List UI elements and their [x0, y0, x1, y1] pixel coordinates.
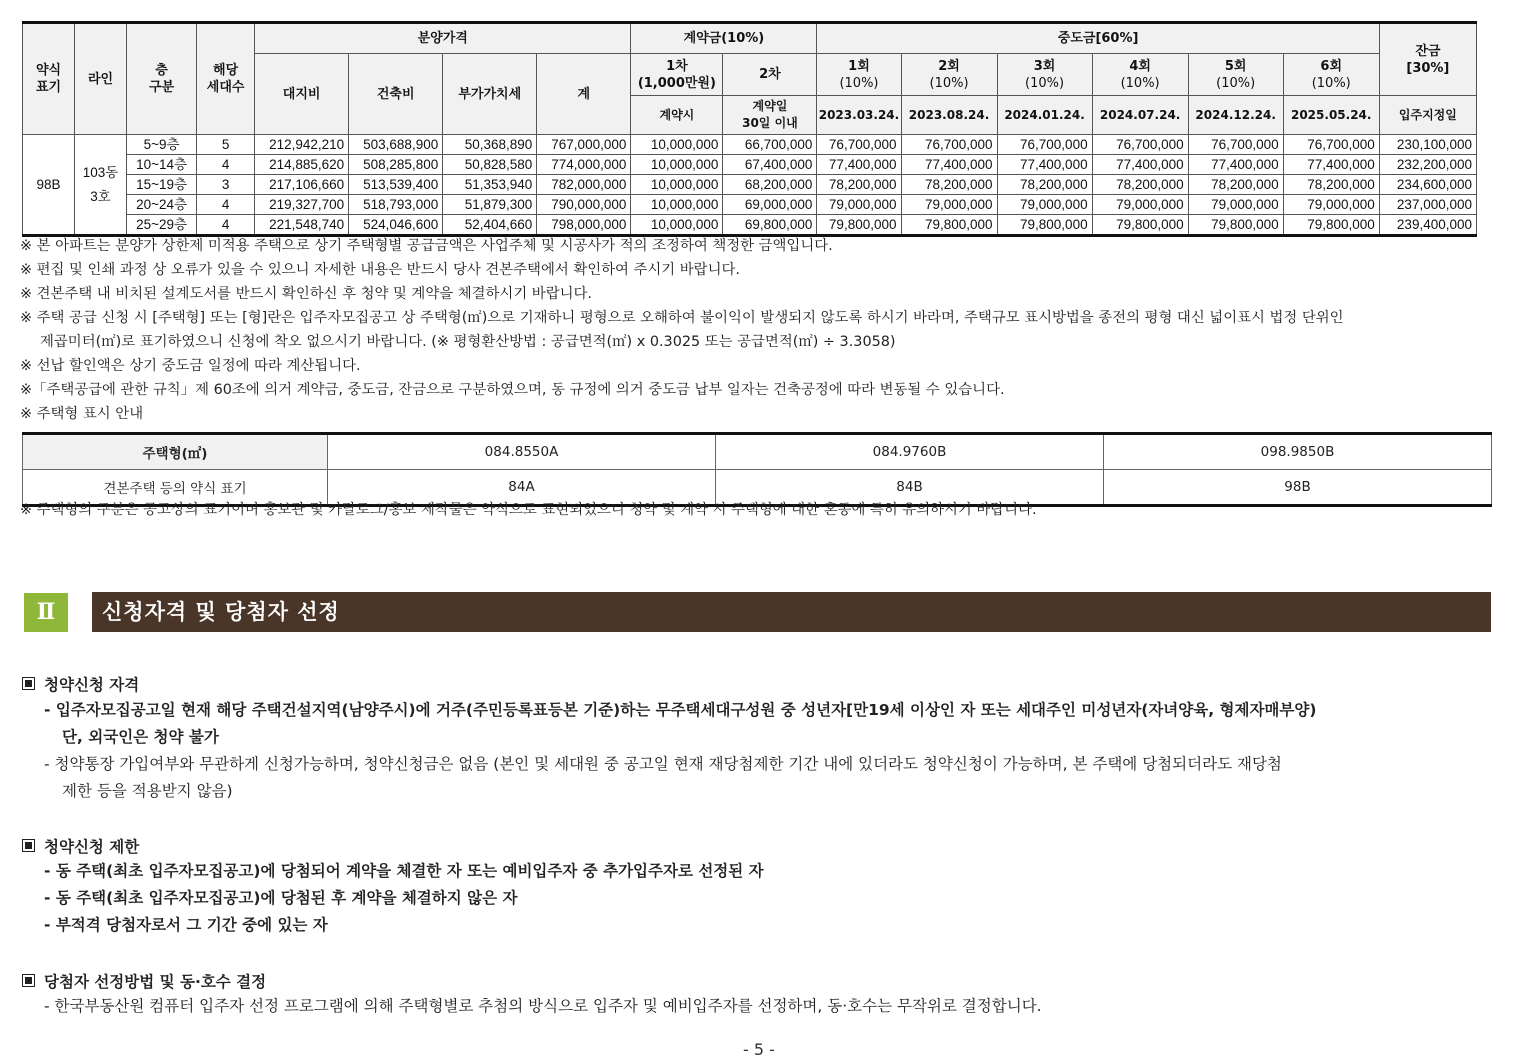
units-cell: 5 [197, 135, 255, 155]
dep2-cell: 68,200,000 [723, 175, 817, 195]
note: ※ 주택 공급 신청 시 [주택형] 또는 [형]란은 입주자모집공고 상 주택형(㎡)으로 기재하니 평형으로 오해하여 불이익이 발생되지 않도록 하시기 바라며, 주택규모 표시방법을 종전의 평형 대신 넓이표시 법정 단위인 [20, 310, 1344, 326]
m3-cell: 77,400,000 [997, 155, 1092, 175]
type-cell: 98B [23, 135, 75, 236]
vat-cell: 51,353,940 [443, 175, 537, 195]
m2-label: 2회 [938, 58, 960, 74]
note: ※ 선납 할인액은 상기 중도금 일정에 따라 계산됩니다. [20, 358, 361, 374]
m6-cell: 77,400,000 [1283, 155, 1379, 175]
m6-cell: 78,200,000 [1283, 175, 1379, 195]
table-row [23, 434, 1492, 470]
header-units: 해당 세대수 [197, 23, 255, 135]
note: ※ 본 아파트는 분양가 상한제 미적용 주택으로 상기 주택형별 공급금액은 사업주체 및 시공사가 적의 조정하여 책정한 금액입니다. [20, 238, 833, 254]
header-dep2-when: 계약일 30일 이내 [723, 96, 817, 135]
m5-cell: 78,200,000 [1188, 175, 1283, 195]
type-cell: 084.9760B [716, 434, 1104, 470]
header-floor: 층 구분 [127, 23, 197, 135]
m4-cell: 77,400,000 [1092, 155, 1188, 175]
selection-item [44, 993, 1494, 1020]
total-cell: 790,000,000 [537, 195, 631, 215]
note: ※ 주택형 표시 안내 [20, 406, 144, 422]
header-dep1: 1차 (1,000만원) [631, 54, 723, 96]
m4-cell: 78,200,000 [1092, 175, 1188, 195]
total-cell: 774,000,000 [537, 155, 631, 175]
square-bullet-icon [22, 974, 35, 987]
building-cell: 503,688,900 [349, 135, 443, 155]
m2-cell: 76,700,000 [901, 135, 997, 155]
restriction-heading [22, 835, 139, 857]
m5-label: 5회 [1224, 58, 1247, 74]
list-item: - 동 주택(최초 입주자모집공고)에 당첨된 후 계약을 체결하지 않은 자 [44, 889, 518, 907]
item-line: - 입주자모집공고일 현재 해당 주택건설지역(남양주시)에 거주(주민등록표등본 기준)하는 무주택세대구성원 중 성년자[만19세 이상인 자 또는 세대주인 미성년자(자녀양육, 형제자매부양) [44, 701, 1317, 719]
dep2-cell: 69,800,000 [723, 215, 817, 236]
list-item: - 동 주택(최초 입주자모집공고)에 당첨되어 계약을 체결한 자 또는 예비입주자 중 추가입주자로 선정된 자 [44, 862, 764, 880]
m1-cell: 78,200,000 [817, 175, 901, 195]
item-line: 단, 외국인은 청약 불가 [62, 728, 219, 746]
total-cell: 798,000,000 [537, 215, 631, 236]
dep1-cell: 10,000,000 [631, 175, 723, 195]
restriction-list [44, 858, 1494, 939]
header-d5: 2024.12.24. [1188, 96, 1283, 135]
note: 제곱미터(㎡)로 표기하였으니 신청에 착오 없으시기 바랍니다. (※ 평형환산방법 : 공급면적(㎡) x 0.3025 또는 공급면적(㎡) ÷ 3.3058) [40, 334, 896, 350]
header-dep2: 2차 [723, 54, 817, 96]
dep1-cell: 10,000,000 [631, 135, 723, 155]
units-cell: 4 [197, 215, 255, 236]
header-line: 라인 [75, 23, 127, 135]
table-row [23, 155, 1477, 175]
vat-cell: 52,404,660 [443, 215, 537, 236]
balance-cell: 230,100,000 [1379, 135, 1476, 155]
total-cell: 767,000,000 [537, 135, 631, 155]
m4-cell: 79,800,000 [1092, 215, 1188, 236]
building-cell: 518,793,000 [349, 195, 443, 215]
header-vat: 부가가치세 [443, 54, 537, 135]
vat-cell: 50,828,580 [443, 155, 537, 175]
note: ※「주택공급에 관한 규칙」제 60조에 의거 계약금, 중도금, 잔금으로 구분하였으며, 동 규정에 의거 중도금 납부 일자는 건축공정에 따라 변동될 수 있습니다. [20, 382, 1005, 398]
header-m4 [1092, 54, 1188, 96]
land-cell: 214,885,620 [255, 155, 349, 175]
qualification-heading [22, 673, 139, 695]
header-sale-price: 분양가격 [255, 23, 631, 54]
price-notes [20, 234, 1495, 426]
m3-cell: 79,000,000 [997, 195, 1092, 215]
land-cell: 212,942,210 [255, 135, 349, 155]
vat-cell: 50,368,890 [443, 135, 537, 155]
header-building: 건축비 [349, 54, 443, 135]
heading-text: 당첨자 선정방법 및 동·호수 결정 [44, 973, 267, 991]
header-balance: 잔금 [30%] [1379, 23, 1476, 96]
m4-cell: 79,000,000 [1092, 195, 1188, 215]
balance-cell: 232,200,000 [1379, 155, 1476, 175]
land-cell: 217,106,660 [255, 175, 349, 195]
list-item: - 부적격 당첨자로서 그 기간 중에 있는 자 [44, 916, 328, 934]
m2-pct: (10%) [929, 75, 969, 91]
building-cell: 508,285,800 [349, 155, 443, 175]
section-number: Ⅱ [24, 593, 68, 632]
heading-text: 청약신청 자격 [44, 676, 140, 694]
header-m1 [817, 54, 901, 96]
m5-pct: (10%) [1216, 75, 1256, 91]
m4-cell: 76,700,000 [1092, 135, 1188, 155]
m3-cell: 79,800,000 [997, 215, 1092, 236]
header-dep1-when: 계약시 [631, 96, 723, 135]
header-d6: 2025.05.24. [1283, 96, 1379, 135]
type-row-label: 주택형(㎡) [23, 434, 328, 470]
line-cell: 103동 3호 [75, 135, 127, 236]
header-m5 [1188, 54, 1283, 96]
header-d3: 2024.01.24. [997, 96, 1092, 135]
balance-cell: 234,600,000 [1379, 175, 1476, 195]
balance-cell: 237,000,000 [1379, 195, 1476, 215]
m2-cell: 77,400,000 [901, 155, 997, 175]
header-d1: 2023.03.24. [817, 96, 901, 135]
m3-pct: (10%) [1025, 75, 1065, 91]
land-cell: 221,548,740 [255, 215, 349, 236]
building-cell: 513,539,400 [349, 175, 443, 195]
m1-cell: 79,800,000 [817, 215, 901, 236]
m3-cell: 76,700,000 [997, 135, 1092, 155]
header-m2 [901, 54, 997, 96]
table-row [23, 175, 1477, 195]
m6-label: 6회 [1320, 58, 1343, 74]
m5-cell: 76,700,000 [1188, 135, 1283, 155]
note: ※ 견본주택 내 비치된 설계도서를 반드시 확인하신 후 청약 및 계약을 체결하시기 바랍니다. [20, 286, 592, 302]
header-balance-when: 입주지정일 [1379, 96, 1476, 135]
dep2-cell: 67,400,000 [723, 155, 817, 175]
m3-label: 3회 [1033, 58, 1056, 74]
heading-text: 청약신청 제한 [44, 838, 140, 856]
total-cell: 782,000,000 [537, 175, 631, 195]
selection-heading [22, 970, 266, 992]
header-m6 [1283, 54, 1379, 96]
square-bullet-icon [22, 839, 35, 852]
abbr-cell: 98B [1104, 470, 1492, 506]
m1-pct: (10%) [839, 75, 879, 91]
note: ※ 주택형의 구분은 공고상의 표기이며 홍보관 및 카달로그/홍보 제작물은 약식으로 표현되었으니 청약 및 계약 시 주택형에 대한 혼동에 특히 유의하시기 바랍니다. [20, 502, 1037, 518]
type-note [20, 498, 1495, 522]
m5-cell: 77,400,000 [1188, 155, 1283, 175]
m2-cell: 78,200,000 [901, 175, 997, 195]
dep1-cell: 10,000,000 [631, 155, 723, 175]
m3-cell: 78,200,000 [997, 175, 1092, 195]
dep1-cell: 10,000,000 [631, 215, 723, 236]
table-row [23, 215, 1477, 236]
m1-label: 1회 [848, 58, 870, 74]
header-m3 [997, 54, 1092, 96]
table-row [23, 135, 1477, 155]
abbr-row-label: 견본주택 등의 약식 표기 [23, 470, 328, 506]
page-number: - 5 - [743, 1040, 775, 1059]
header-deposit: 계약금(10%) [631, 23, 817, 54]
square-bullet-icon [22, 677, 35, 690]
m1-cell: 77,400,000 [817, 155, 901, 175]
land-cell: 219,327,700 [255, 195, 349, 215]
units-cell: 4 [197, 155, 255, 175]
building-cell: 524,046,600 [349, 215, 443, 236]
floor-cell: 20~24층 [127, 195, 197, 215]
dep1-cell: 10,000,000 [631, 195, 723, 215]
vat-cell: 51,879,300 [443, 195, 537, 215]
header-total: 계 [537, 54, 631, 135]
abbr-cell: 84B [716, 470, 1104, 506]
dep2-cell: 66,700,000 [723, 135, 817, 155]
header-d2: 2023.08.24. [901, 96, 997, 135]
m5-cell: 79,000,000 [1188, 195, 1283, 215]
m1-cell: 79,000,000 [817, 195, 901, 215]
item-line: - 청약통장 가입여부와 무관하게 신청가능하며, 청약신청금은 없음 (본인 및 세대원 중 공고일 현재 재당첨제한 기간 내에 있더라도 청약신청이 가능하며, 본 주택에 당첨되더라도 재당첨 [44, 755, 1282, 773]
m2-cell: 79,000,000 [901, 195, 997, 215]
price-table [22, 21, 1477, 237]
type-cell: 098.9850B [1104, 434, 1492, 470]
m6-pct: (10%) [1311, 75, 1351, 91]
section-title: 신청자격 및 당첨자 선정 [92, 592, 1491, 632]
m6-cell: 79,800,000 [1283, 215, 1379, 236]
units-cell: 3 [197, 175, 255, 195]
item-line: - 한국부동산원 컴퓨터 입주자 선정 프로그램에 의해 주택형별로 추첨의 방식으로 입주자 및 예비입주자를 선정하며, 동·호수는 무작위로 결정합니다. [44, 997, 1042, 1015]
floor-cell: 25~29층 [127, 215, 197, 236]
header-d4: 2024.07.24. [1092, 96, 1188, 135]
floor-cell: 5~9층 [127, 135, 197, 155]
house-type-table [22, 432, 1492, 507]
abbr-cell: 84A [328, 470, 716, 506]
m1-cell: 76,700,000 [817, 135, 901, 155]
dep2-cell: 69,000,000 [723, 195, 817, 215]
floor-cell: 10~14층 [127, 155, 197, 175]
units-cell: 4 [197, 195, 255, 215]
header-land: 대지비 [255, 54, 349, 135]
qualification-item [44, 751, 1494, 805]
m2-cell: 79,800,000 [901, 215, 997, 236]
table-row [23, 195, 1477, 215]
note: ※ 편집 및 인쇄 과정 상 오류가 있을 수 있으니 자세한 내용은 반드시 당사 견본주택에서 확인하여 주시기 바랍니다. [20, 262, 740, 278]
floor-cell: 15~19층 [127, 175, 197, 195]
item-line: 제한 등을 적용받지 않음) [62, 782, 233, 800]
m6-cell: 76,700,000 [1283, 135, 1379, 155]
m5-cell: 79,800,000 [1188, 215, 1283, 236]
m6-cell: 79,000,000 [1283, 195, 1379, 215]
m4-label: 4회 [1129, 58, 1151, 74]
header-middle: 중도금[60%] [817, 23, 1379, 54]
qualification-item [44, 697, 1494, 751]
balance-cell: 239,400,000 [1379, 215, 1476, 236]
header-abbr: 약식 표기 [23, 23, 75, 135]
type-cell: 084.8550A [328, 434, 716, 470]
m4-pct: (10%) [1120, 75, 1160, 91]
